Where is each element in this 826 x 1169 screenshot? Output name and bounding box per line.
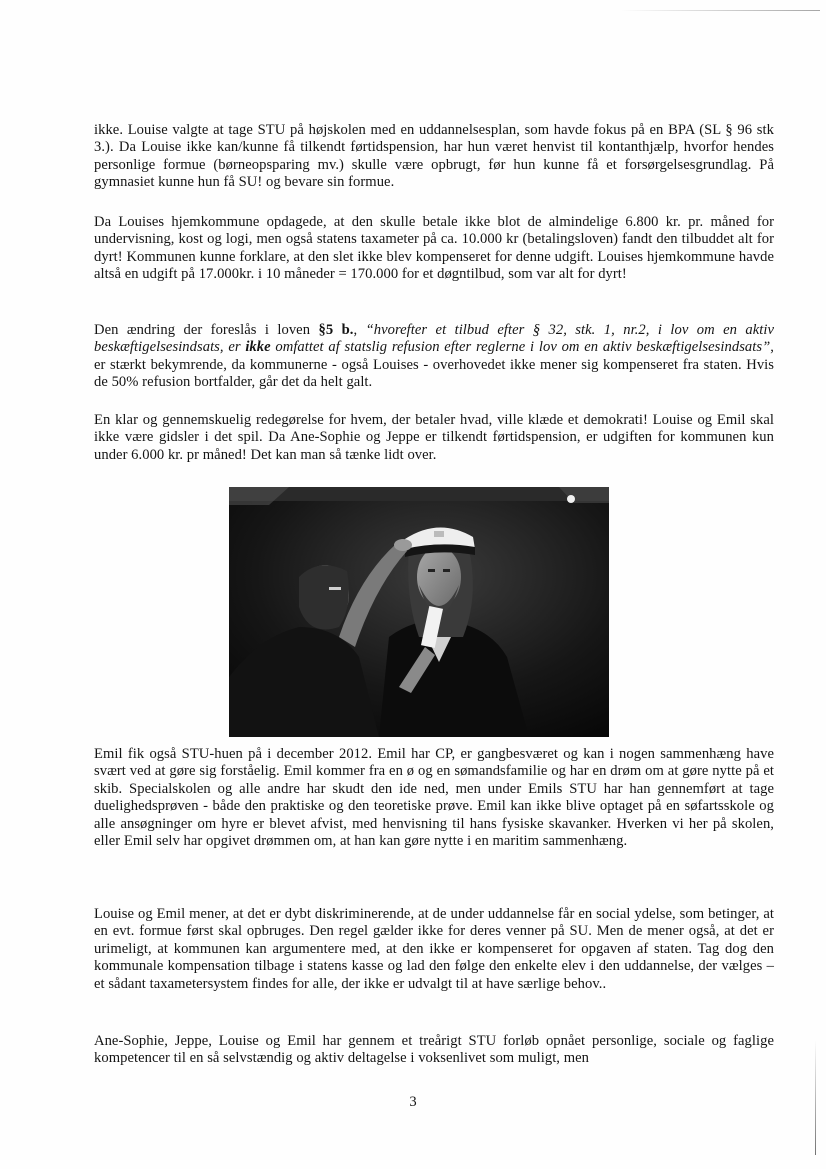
law-quote-start: “hvorefter et tilbud efter § 32, stk. 1, nr.2, i lov om en aktiv beskæftigelsesindsats, er [94,322,774,356]
law-quote-emphasis: ikke [245,339,271,356]
paragraph-2: Da Louises hjemkommune opdagede, at den skulle betale ikke blot de almindelige 6.800 kr. pr. måned for undervisning, kost og logi, men også statens taxameter på ca. 10.000 kr (betalingsloven) fandt den tilbuddet alt for dyrt! Kommunen kunne forklare, at den slet ikke blev kompenseret for denne udgift. Louises hjemkommune havde altså en udgift på 17.000kr. i 10 måneder = 170.000 for et døgntilbud, som var alt for dyrt! [94,214,774,283]
paragraph-4: En klar og gennemskuelig redegørelse for hvem, der betaler hvad, ville klæde et demokrati! Louise og Emil skal ikke være gidsler i det spil. Da Ane-Sophie og Jeppe er tilkendt førtidspension, er udgiften for kommunen kun under 6.000 kr. pr måned! Det kan man så tænke lidt over. [94,412,774,463]
paragraph-6: Louise og Emil mener, at det er dybt diskriminerende, at de under uddannelse får en social ydelse, som betinger, at en evt. formue først skal opbruges. Den regel gælder ikke for deres venner på SU. Men de mener også, at det er urimeligt, at kommunen kan argumentere med, at den ikke er kompenseret for opgaven af staten. Tag dog den kommunale kompensation tilbage i statens kasse og lad den følge den enkelte elev i den uddannelse, der vælges – et sådant taxametersystem findes for alle, der ikke er udvalgt til at have særlige behov.. [94,906,774,992]
paragraph-7: Ane-Sophie, Jeppe, Louise og Emil har gennem et treårigt STU forløb opnået personlige, sociale og faglige kompetencer til en så selvstændig og aktiv deltagelse i voksenlivet som muligt, men [94,1033,774,1067]
paragraph-3 [94,322,774,392]
paragraph-5: Emil fik også STU-huen på i december 2012. Emil har CP, er gangbesværet og kan i nogen sammenhæng have svært ved at gøre sig forståelig. Emil kommer fra en ø og en sømandsfamilie og har en drøm om at gøre nytte på et skib. Specialskolen og alle andre har skudt den ide ned, men under Emils STU har han gennemført at tage duelighedsprøven - både den praktiske og den teoretiske prøve. Emil kan ikke blive optaget på en søfartsskole og alle ansøgninger om hyre er blevet afvist, med henvisning til hans fysiske skavanker. Hverken vi her på skolen, eller Emil selv har opgivet drømmen om, at han kan gøre nytte i en maritim sammenhæng. [94,746,774,850]
page-number: 3 [409,1094,417,1110]
paragraph-3-rest: , er stærkt bekymrende, da kommunerne - også Louises - overhovedet ikke mener sig kompenseret fra staten. Hvis de 50% refusion bortfalder, går det da helt galt. [94,339,774,391]
graduation-cap-photo [229,487,609,737]
law-section-reference: §5 b. [318,322,354,338]
law-quote-end: omfattet af statslig refusion efter reglerne i lov om en aktiv beskæftigelsesindsats” [270,339,771,356]
paragraph-1: ikke. Louise valgte at tage STU på højskolen med en uddannelsesplan, som havde fokus på en BPA (SL § 96 stk 3.). Da Louise ikke kan/kunne få tilkendt førtidspension, har hun været henvist til kontanthjælp, hvorfor hendes personlige formue (børneopsparing mv.) skulle være opbrugt, før hun kunne få et forsørgelsesgrundlag. På gymnasiet kunne hun få SU! og bevare sin formue. [94,122,774,191]
paragraph-3-intro: Den ændring der foreslås i loven [94,322,319,338]
scan-edge-mark [620,10,820,11]
paragraph-3-separator: , [353,322,366,338]
photo-illustration [229,487,609,737]
